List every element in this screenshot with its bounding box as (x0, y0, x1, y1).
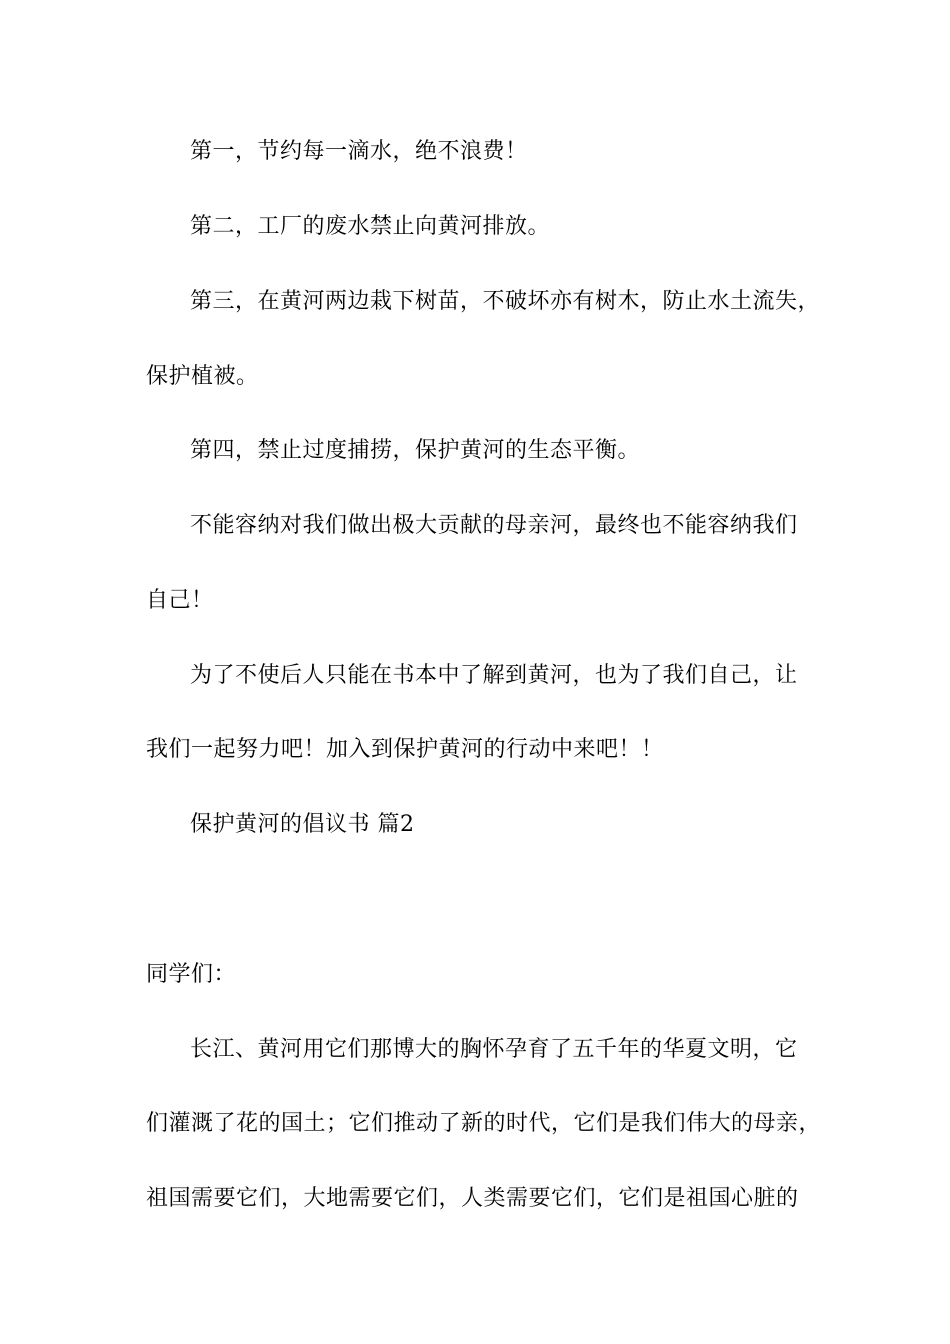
paragraph-line: 第四，禁止过度捕捞，保护黄河的生态平衡。 (190, 438, 641, 463)
section-heading: 保护黄河的倡议书 篇2 (190, 812, 415, 837)
salutation: 同学们： (146, 962, 237, 987)
paragraph-line: 第一，节约每一滴水，绝不浪费！ (190, 139, 528, 164)
paragraph-line: 第三，在黄河两边栽下树苗，不破坏亦有树木，防止水土流失， (190, 289, 821, 314)
paragraph-line: 我们一起努力吧！加入到保护黄河的行动中来吧！！ (146, 737, 664, 762)
paragraph-line: 保护植被。 (146, 364, 259, 389)
paragraph-line: 不能容纳对我们做出极大贡献的母亲河，最终也不能容纳我们 (190, 513, 798, 538)
paragraph-line: 自己！ (146, 588, 214, 613)
paragraph-line: 长江、黄河用它们那博大的胸怀孕育了五千年的华夏文明，它 (190, 1037, 798, 1062)
paragraph-line: 第二，工厂的废水禁止向黄河排放。 (190, 214, 551, 239)
paragraph-line: 祖国需要它们，大地需要它们，人类需要它们，它们是祖国心脏的 (146, 1186, 799, 1211)
paragraph-line: 为了不使后人只能在书本中了解到黄河，也为了我们自己，让 (190, 663, 798, 688)
paragraph-line: 们灌溉了花的国土；它们推动了新的时代，它们是我们伟大的母亲， (146, 1111, 822, 1136)
